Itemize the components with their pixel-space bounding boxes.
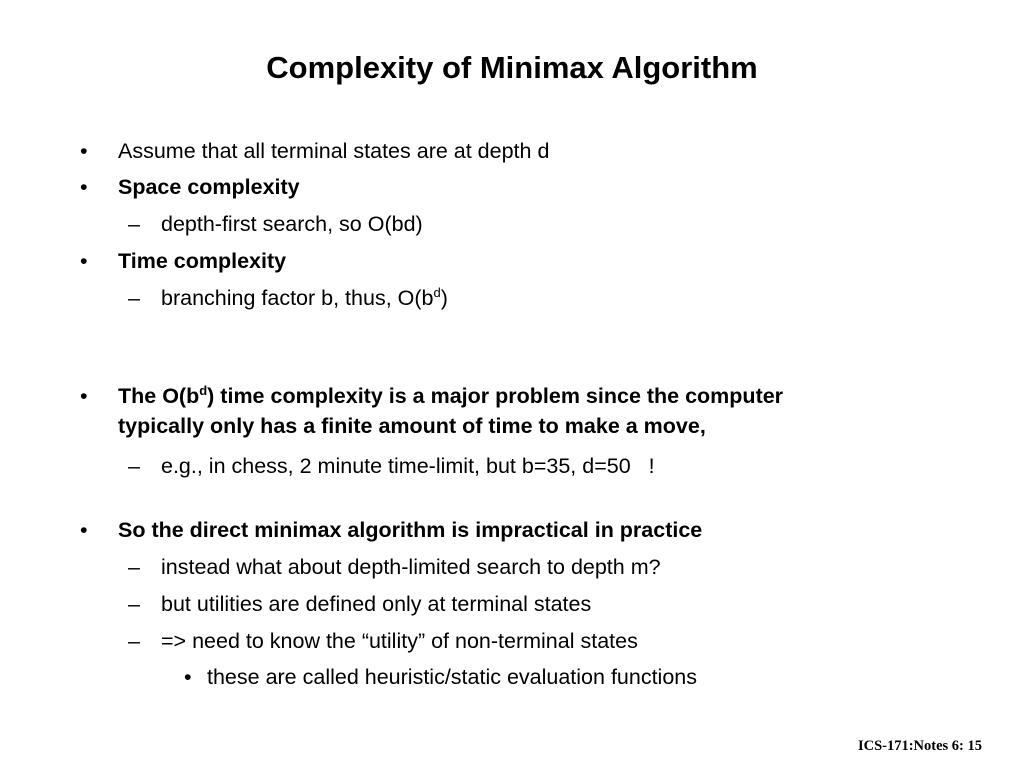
- superscript-d: d: [199, 383, 208, 398]
- dash-marker: –: [128, 555, 140, 579]
- bullet-assume: Assume that all terminal states are at depth d: [118, 139, 550, 163]
- sub-chess-example: e.g., in chess, 2 minute time-limit, but b=35, d=50 !: [161, 454, 655, 478]
- bullet-marker: •: [80, 518, 88, 542]
- page-title: Complexity of Minimax Algorithm: [266, 50, 758, 85]
- bullet-problem-line1: The $O(b^d)$ time complexity is a major problem since the computer: [118, 383, 784, 408]
- bullet-marker: •: [184, 665, 192, 689]
- dash-marker: –: [128, 629, 140, 653]
- subsub-heuristic: these are called heuristic/static evaluation functions: [207, 665, 697, 689]
- sub-time-detail: branching factor b, thus, $O(b^d)$: [161, 285, 448, 310]
- slide-footer: ICS-171:Notes 6: 15: [857, 738, 982, 754]
- bullet-time-complexity: Time complexity: [118, 249, 287, 273]
- dash-marker: –: [128, 286, 140, 310]
- superscript-d: d: [433, 285, 441, 300]
- sub-need-utility: => need to know the “utility” of non-terminal states: [161, 629, 638, 653]
- dash-marker: –: [128, 454, 140, 478]
- bullet-impractical: So the direct minimax algorithm is impractical in practice: [118, 518, 703, 542]
- bullet-marker: •: [80, 139, 88, 163]
- dash-marker: –: [128, 212, 140, 236]
- sub-utilities-terminal: but utilities are defined only at terminal states: [161, 592, 592, 616]
- sub-space-detail: depth-first search, so O(bd): [161, 212, 423, 236]
- bullet-marker: •: [80, 249, 88, 273]
- bullet-space-complexity: Space complexity: [118, 175, 300, 199]
- sub-depth-limited: instead what about depth-limited search to depth m?: [161, 555, 661, 579]
- bullet-problem-line2: typically only has a finite amount of time to make a move,: [118, 414, 706, 438]
- bullet-marker: •: [80, 384, 88, 408]
- dash-marker: –: [128, 592, 140, 616]
- bullet-marker: •: [80, 175, 88, 199]
